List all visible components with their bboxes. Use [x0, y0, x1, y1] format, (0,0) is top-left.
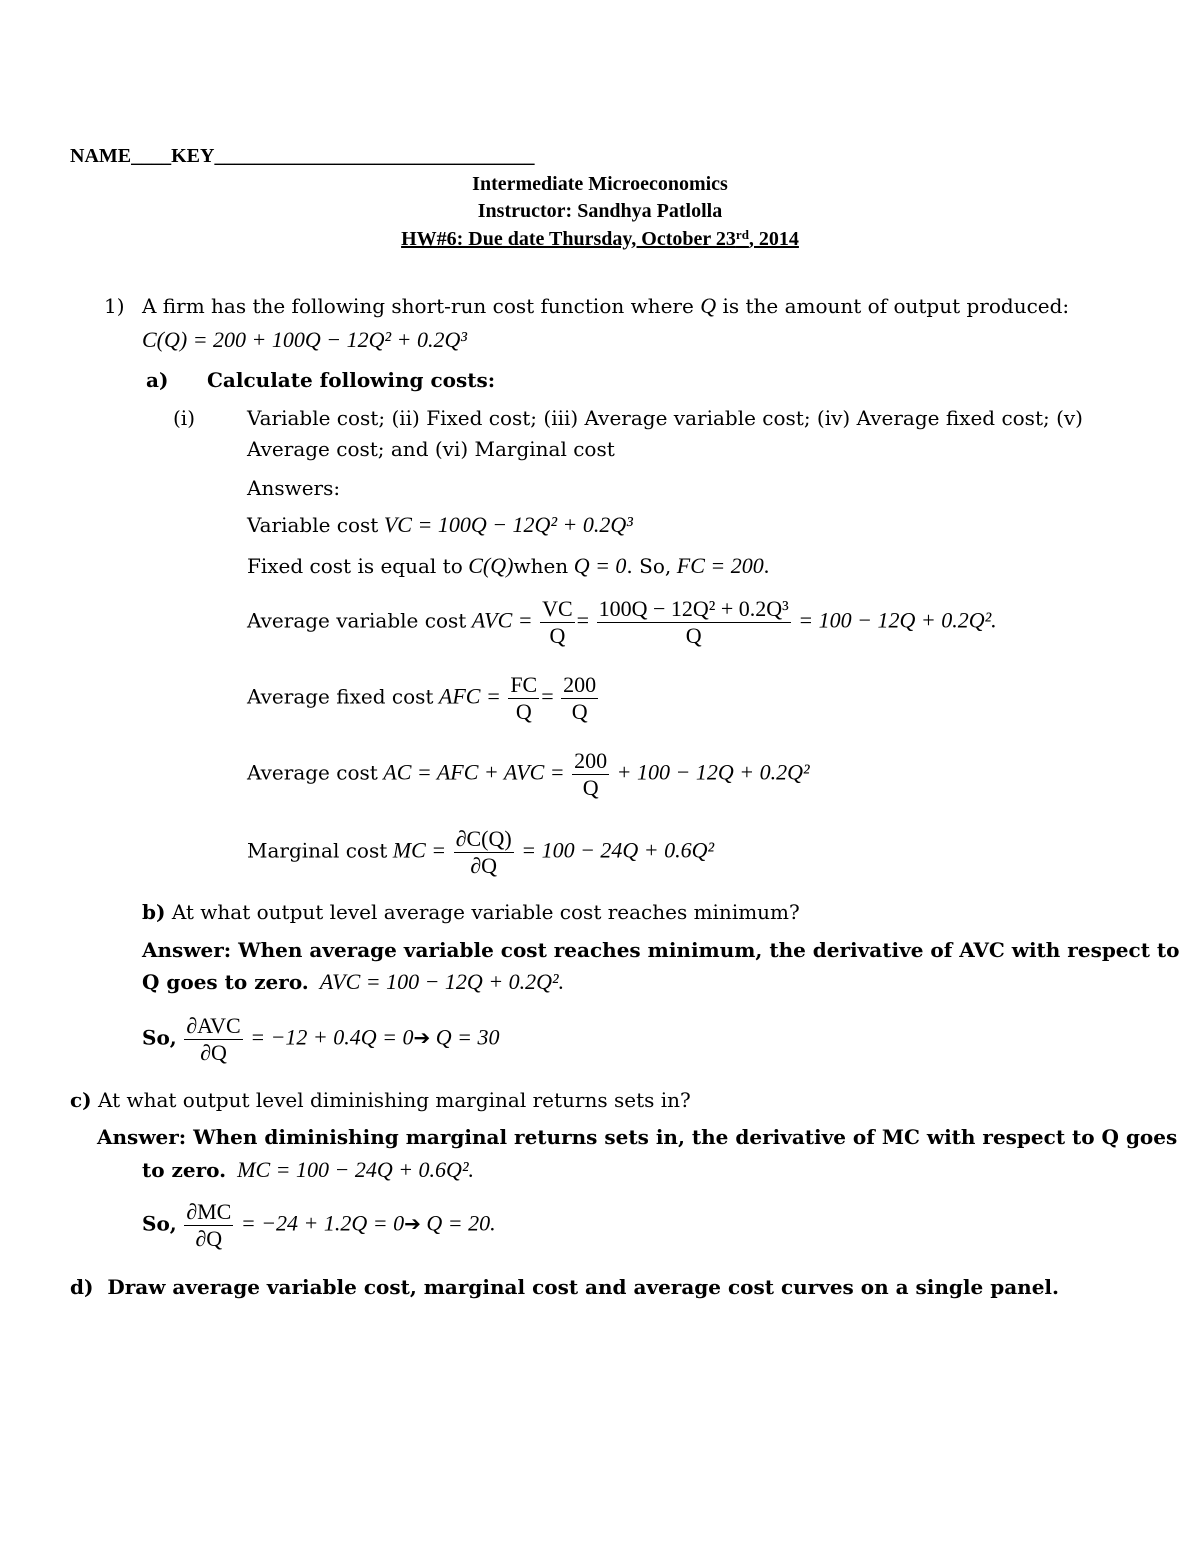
part-c-derivative: So, $\frac{\partial MC}{\partial Q}$ = −24 + 1.2Q = 0➔ Q = 20. — [142, 1199, 496, 1251]
part-b-answer-line2: Q goes to zero. AVC = 100 − 12Q + 0.2Q². — [142, 969, 565, 994]
question-prompt: A firm has the following short-run cost function where Q is the amount of output produced: — [142, 293, 1070, 318]
cost-list-line1: Variable cost; (ii) Fixed cost; (iii) Average variable cost; (iv) Average fixed cost; (v) — [247, 406, 1083, 430]
fraction: $\frac{\text{∂AVC}}{\partial Q}$ — [186, 1013, 241, 1065]
hw-due-date: HW#6: Due date Thursday, October 23rd, 2014 — [401, 227, 799, 250]
course-title: Intermediate Microeconomics — [472, 173, 728, 195]
fraction: $\frac{\text{100Q − 12Q² + 0.2Q³}}{Q}$ — [598, 596, 789, 648]
fraction: $\frac{FC}{Q}$ — [510, 672, 538, 724]
part-b-question: b) At what output level average variable cost reaches minimum? — [142, 900, 800, 924]
part-a-text: Calculate following costs: — [207, 368, 496, 392]
right-arrow-icon: ➔ — [404, 1211, 421, 1236]
cost-list-line2: Average cost; and (vi) Marginal cost — [247, 437, 615, 461]
fraction: $\frac{200}{Q}$ — [563, 672, 597, 724]
part-c-answer-line1: Answer: When diminishing marginal returns sets in, the derivative of MC with respect to Q goes — [97, 1125, 1178, 1149]
fixed-cost-answer: Fixed cost is equal to C(Q)when Q = 0. So, FC = 200. — [247, 553, 770, 578]
part-b-answer-line1: Answer: When average variable cost reaches minimum, the derivative of AVC with respect to — [142, 938, 1180, 962]
part-c-question: c) At what output level diminishing marginal returns sets in? — [70, 1088, 691, 1112]
fraction: $\frac{200}{Q}$ — [574, 748, 608, 800]
name-field: NAME____KEY________________________________ — [70, 145, 535, 167]
item-i-label: (i) — [173, 406, 196, 430]
instructor-line: Instructor: Sandhya Patlolla — [477, 200, 723, 222]
answers-label: Answers: — [247, 476, 341, 500]
right-arrow-icon: ➔ — [413, 1025, 431, 1050]
average-variable-cost-answer: Average variable cost AVC = $\frac{VC}{Q}$ = $\frac{\text{100Q − 12Q² + 0.2Q³}}{Q}$ = 100 − 12Q + 0.2Q². — [247, 596, 997, 648]
part-d-question: d) Draw average variable cost, marginal cost and average cost curves on a single panel. — [70, 1275, 1059, 1299]
fraction: $\frac{\partial C(Q)}{\partial Q}$ — [455, 826, 512, 878]
cost-function: C(Q) = 200 + 100Q − 12Q² + 0.2Q³ — [142, 327, 467, 352]
average-cost-answer: Average cost AC = AFC + AVC = $\frac{200}{Q}$ + 100 − 12Q + 0.2Q² — [247, 748, 810, 800]
fraction: $\frac{VC}{Q}$ — [542, 596, 573, 648]
fraction: $\frac{\partial MC}{\partial Q}$ — [186, 1199, 232, 1251]
part-b-derivative: So, $\frac{\text{∂AVC}}{\partial Q}$ = −12 + 0.4Q = 0➔ Q = 30 — [142, 1013, 500, 1065]
variable-cost-answer: Variable cost VC = 100Q − 12Q² + 0.2Q³ — [247, 512, 633, 537]
part-c-answer-line2: to zero. MC = 100 − 24Q + 0.6Q². — [142, 1157, 475, 1182]
question-number: 1) — [104, 294, 125, 318]
average-fixed-cost-answer: Average fixed cost AFC = $\frac{FC}{Q}$ = $\frac{200}{Q}$ — [247, 672, 597, 724]
marginal-cost-answer: Marginal cost MC = $\frac{\partial C(Q)}{\partial Q}$ = 100 − 24Q + 0.6Q² — [247, 826, 715, 878]
part-a-label: a) — [146, 368, 169, 392]
